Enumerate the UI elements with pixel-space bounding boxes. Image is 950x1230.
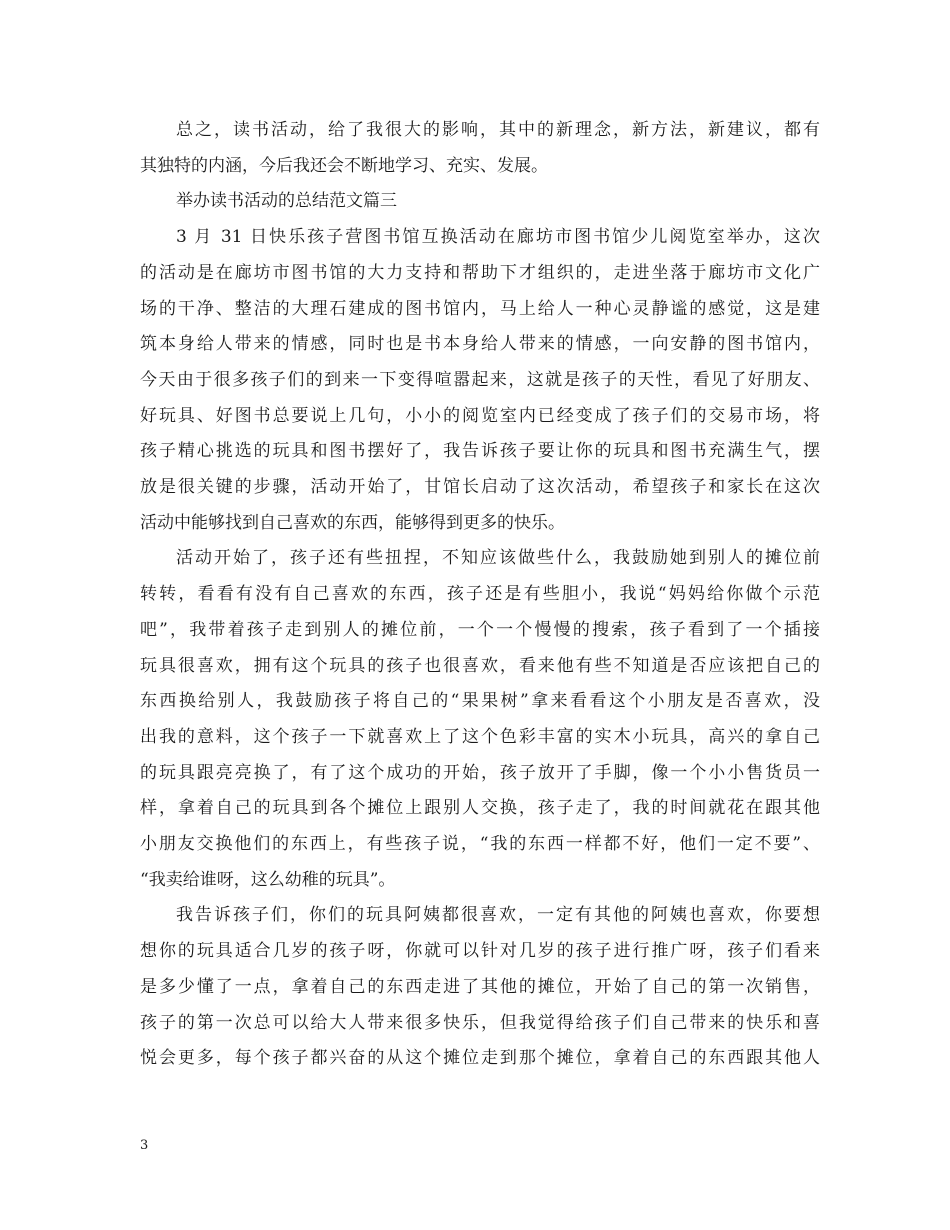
text-line: “我卖给谁呀，这么幼稚的玩具”。: [140, 869, 396, 890]
text-line: 的活动是在廊坊市图书馆的大力支持和帮助下才组织的，走进坐落于廊坊市文化广: [140, 262, 820, 283]
text-line: 筑本身给人带来的情感，同时也是书本身给人带来的情感，一向安静的图书馆内，: [140, 334, 820, 355]
text-line: 其独特的内涵，今后我还会不断地学习、充实、发展。: [140, 155, 548, 176]
text-line: 活动中能够找到自己喜欢的东西，能够得到更多的快乐。: [140, 512, 565, 533]
text-line: 吧”，我带着孩子走到别人的摊位前，一个一个慢慢的搜索，孩子看到了一个插接: [140, 619, 820, 640]
text-line: 是多少懂了一点，拿着自己的东西走进了其他的摊位，开始了自己的第一次销售，: [140, 976, 820, 997]
text-line: 东西换给别人，我鼓励孩子将自己的“果果树”拿来看看这个小朋友是否喜欢，没: [140, 691, 820, 712]
page-number: 3: [140, 1138, 149, 1153]
text-line: 想你的玩具适合几岁的孩子呀，你就可以针对几岁的孩子进行推广呀，孩子们看来: [140, 941, 820, 962]
text-line: 放是很关键的步骤，活动开始了，甘馆长启动了这次活动，希望孩子和家长在这次: [140, 477, 820, 497]
text-line: 出我的意料，这个孩子一下就喜欢上了这个色彩丰富的实木小玩具，高兴的拿自己: [140, 726, 820, 747]
text-line: 总之，读书活动，给了我很大的影响，其中的新理念，新方法，新建议，都有: [176, 120, 820, 140]
text-line: 小朋友交换他们的东西上，有些孩子说，“我的东西一样都不好，他们一定不要”、: [140, 834, 820, 854]
text-line: 举办读书活动的总结范文篇三: [176, 191, 397, 212]
text-line: 转转，看看有没有自己喜欢的东西，孩子还是有些胆小，我说“妈妈给你做个示范: [140, 584, 820, 605]
text-line: 场的干净、整洁的大理石建成的图书馆内，马上给人一种心灵静谧的感觉，这是建: [140, 298, 820, 319]
text-line: 样，拿着自己的玩具到各个摊位上跟别人交换，孩子走了，我的时间就花在跟其他: [140, 798, 820, 819]
text-line: 好玩具、好图书总要说上几句，小小的阅览室内已经变成了孩子们的交易市场，将: [140, 405, 820, 426]
text-line: 3 月 31 日快乐孩子营图书馆互换活动在廊坊市图书馆少儿阅览室举办，这次: [176, 227, 820, 248]
text-line: 玩具很喜欢，拥有这个玩具的孩子也很喜欢，看来他有些不知道是否应该把自己的: [140, 655, 820, 676]
text-line: 悦会更多，每个孩子都兴奋的从这个摊位走到那个摊位，拿着自己的东西跟其他人: [140, 1048, 820, 1069]
text-line: 活动开始了，孩子还有些扭捏，不知应该做些什么，我鼓励她到别人的摊位前: [176, 548, 820, 569]
text-line: 孩子精心挑选的玩具和图书摆好了，我告诉孩子要让你的玩具和图书充满生气，摆: [140, 441, 820, 462]
text-line: 的玩具跟亮亮换了，有了这个成功的开始，孩子放开了手脚，像一个小小售货员一: [140, 762, 820, 783]
text-line: 今天由于很多孩子们的到来一下变得喧嚣起来，这就是孩子的天性，看见了好朋友、: [140, 369, 820, 390]
text-line: 孩子的第一次总可以给大人带来很多快乐，但我觉得给孩子们自己带来的快乐和喜: [140, 1012, 820, 1033]
text-line: 我告诉孩子们，你们的玩具阿姨都很喜欢，一定有其他的阿姨也喜欢，你要想: [176, 905, 820, 926]
